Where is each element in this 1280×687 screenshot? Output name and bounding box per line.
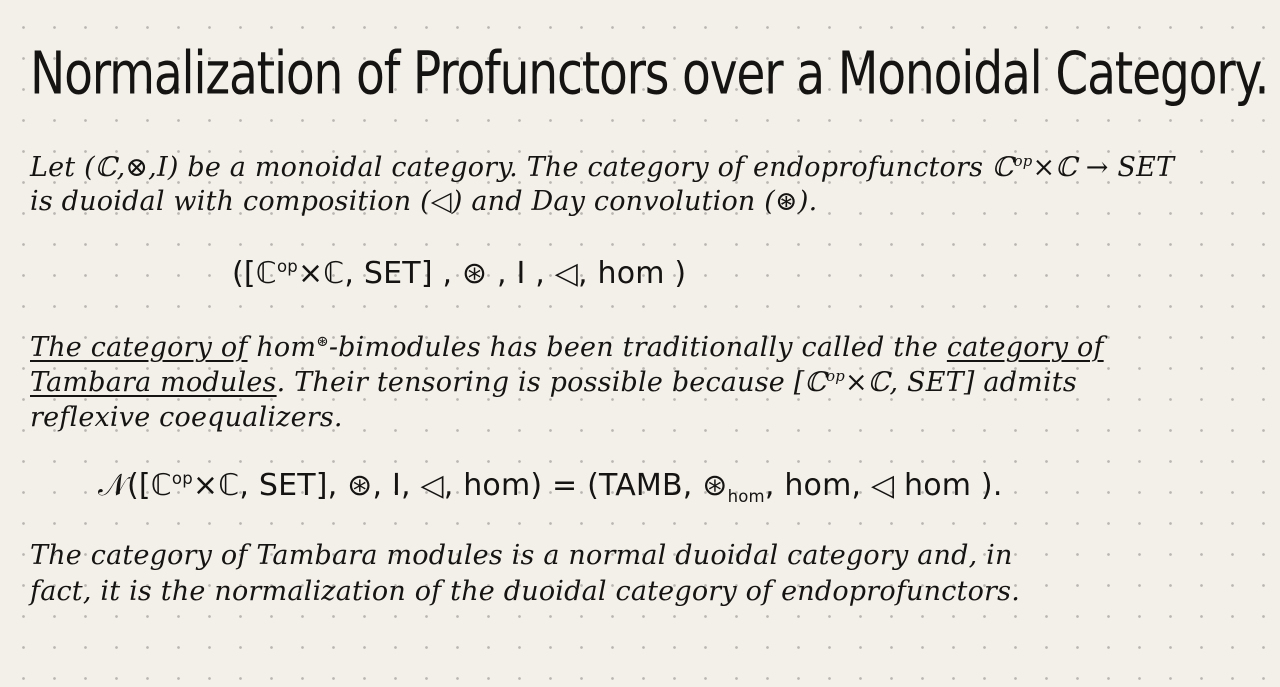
paragraph-2-line-3: reflexive coequalizers.: [30, 402, 343, 433]
p2-line2-sup: op: [826, 367, 845, 385]
p2-line1-c: -bimodules has been traditionally called the: [328, 332, 939, 363]
equation-normalization: [98, 468, 1003, 506]
paragraph-1-line-2: is duoidal with composition (◁) and Day convolution (⊛).: [30, 186, 818, 217]
equation-duoidal-structure: [232, 256, 686, 291]
p1-line1-sup: op: [1013, 152, 1033, 170]
p2-line1-d: category of: [946, 332, 1104, 363]
eq2-open: 𝒩([ℂ: [98, 468, 172, 503]
p2-line2-c: ×ℂ, SET] admits: [844, 367, 1077, 398]
p1-line1-text: Let (ℂ,⊗,I) be a monoidal category. The category of endoprofunctors ℂ: [30, 152, 1014, 183]
p2-line2-b: . Their tensoring is possible because [ℂ: [276, 367, 827, 398]
eq1-open: ([ℂ: [232, 256, 277, 291]
paragraph-3-line-2: fact, it is the normalization of the duoidal category of endoprofunctors.: [30, 576, 1020, 607]
paragraph-1-line-1: [30, 152, 1174, 183]
eq2-sub: hom: [727, 487, 765, 506]
p2-line1-b: hom: [256, 332, 317, 363]
p2-tambara-modules: Tambara modules: [30, 367, 277, 398]
p2-line1-a: The category of: [30, 332, 248, 363]
p2-line1-b-sup: ⊛: [316, 332, 329, 350]
eq2-rest: , hom, ◁ hom ).: [764, 468, 1003, 503]
page-title: Normalization of Profunctors over a Monoidal Category.: [30, 40, 1269, 109]
eq2-sup: op: [171, 469, 193, 488]
eq2-mid: ×ℂ, SET], ⊛, I, ◁, hom) = (TAMB, ⊛: [192, 468, 728, 503]
paragraph-3-line-1: The category of Tambara modules is a normal duoidal category and, in: [30, 540, 1013, 571]
paragraph-2-line-2: [30, 367, 1077, 398]
eq1-rest: ×ℂ, SET] , ⊛ , I , ◁, hom ): [297, 256, 687, 291]
paragraph-2-line-1: [30, 332, 1104, 363]
eq1-sup: op: [276, 257, 298, 276]
p1-line1-tail: ×ℂ → SET: [1032, 152, 1175, 183]
